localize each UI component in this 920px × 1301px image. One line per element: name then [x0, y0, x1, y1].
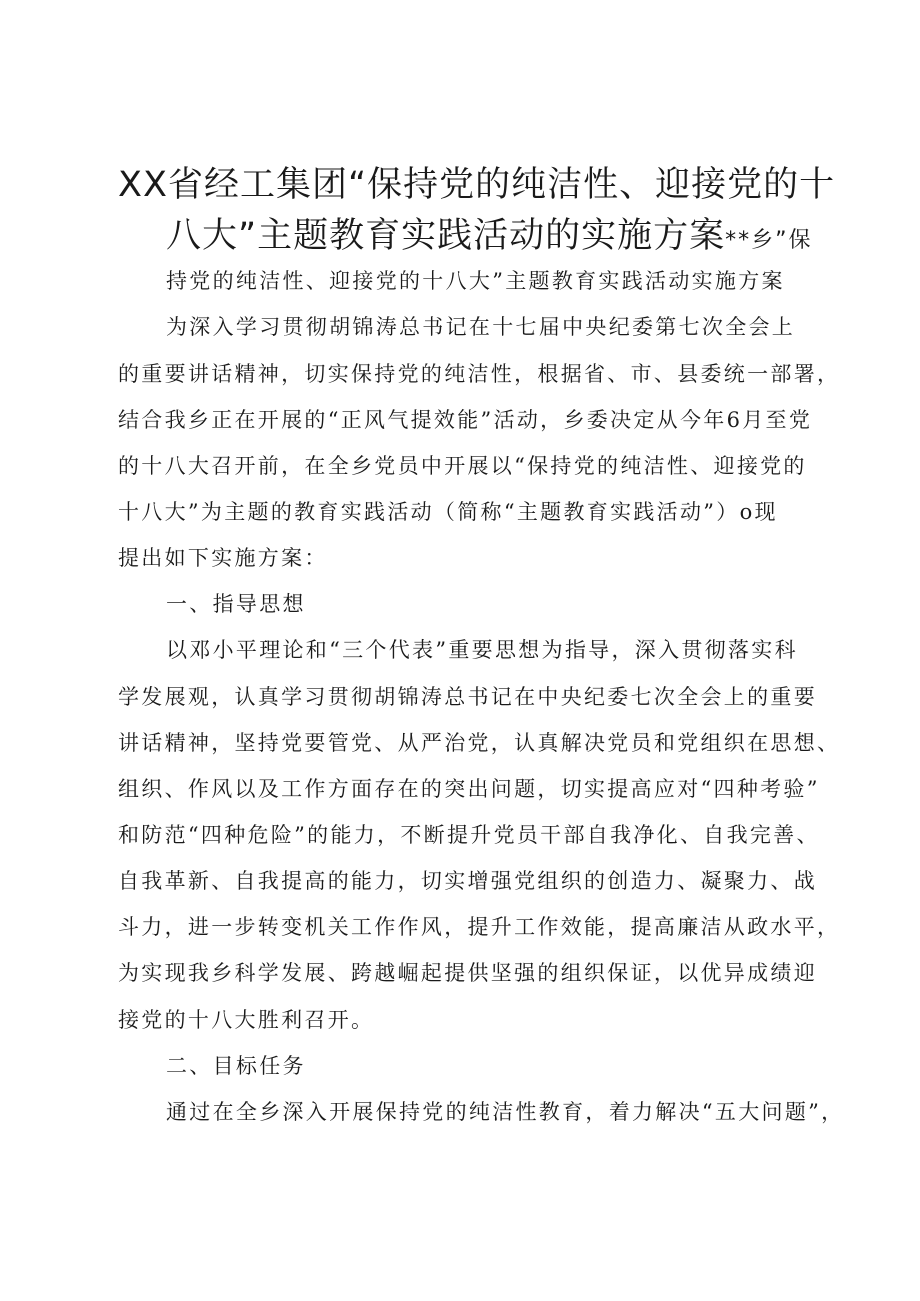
- body-line: 自我革新、自我提高的能力，切实增强党组织的创造力、凝聚力、战: [118, 869, 817, 893]
- body-line: 提出如下实施方案：: [118, 546, 328, 570]
- document-title-line-1: [118, 163, 835, 207]
- body-line: 十八大”为主题的教育实践活动（简称“主题教育实践活动”）o现: [118, 500, 778, 524]
- body-line: 以邓小平理论和“三个代表”重要思想为指导，深入贯彻落实科: [166, 638, 798, 662]
- section-heading: 二、目标任务: [166, 1054, 306, 1078]
- body-line: 组织、作风以及工作方面存在的突出问题，切实提高应对“四种考验”: [118, 777, 820, 801]
- title-line-2-text: 八大”主题教育实践活动的实施方案: [166, 216, 726, 256]
- body-line: 结合我乡正在开展的“正风气提效能”活动，乡委决定从今年6月至党: [118, 408, 813, 432]
- body-line: 讲话精神，坚持党要管党、从严治党，认真解决党员和党组织在思想、: [118, 731, 841, 755]
- subtitle-line: 持党的纯洁性、迎接党的十八大”主题教育实践活动实施方案: [166, 269, 785, 293]
- body-line: 为深入学习贯彻胡锦涛总书记在十七届中央纪委第七次全会上: [166, 315, 796, 339]
- title-line-1-text: XX省经工集团“保持党的纯洁性、迎接党的十: [118, 165, 836, 205]
- document-title-line-2: [166, 214, 813, 263]
- body-line: 学发展观，认真学习贯彻胡锦涛总书记在中央纪委七次全会上的重要: [118, 685, 817, 709]
- body-line: 和防范“四种危险”的能力，不断提升党员干部自我净化、自我完善、: [118, 823, 820, 847]
- section-heading: 一、指导思想: [166, 592, 306, 616]
- body-line: 的重要讲话精神，切实保持党的纯洁性，根据省、市、县委统一部署，: [118, 362, 841, 386]
- body-line: 的十八大召开前，在全乡党员中开展以“保持党的纯洁性、迎接党的: [118, 454, 807, 478]
- title-line-2-tail: **乡”保: [725, 228, 813, 253]
- body-line: 接党的十八大胜利召开。: [118, 1008, 375, 1032]
- body-line: 通过在全乡深入开展保持党的纯洁性教育，着力解决“五大问题”，: [166, 1100, 845, 1124]
- body-line: 斗力，进一步转变机关工作作风，提升工作效能，提高廉洁从政水平，: [118, 915, 841, 939]
- body-line: 为实现我乡科学发展、跨越崛起提供坚强的组织保证，以优异成绩迎: [118, 961, 817, 985]
